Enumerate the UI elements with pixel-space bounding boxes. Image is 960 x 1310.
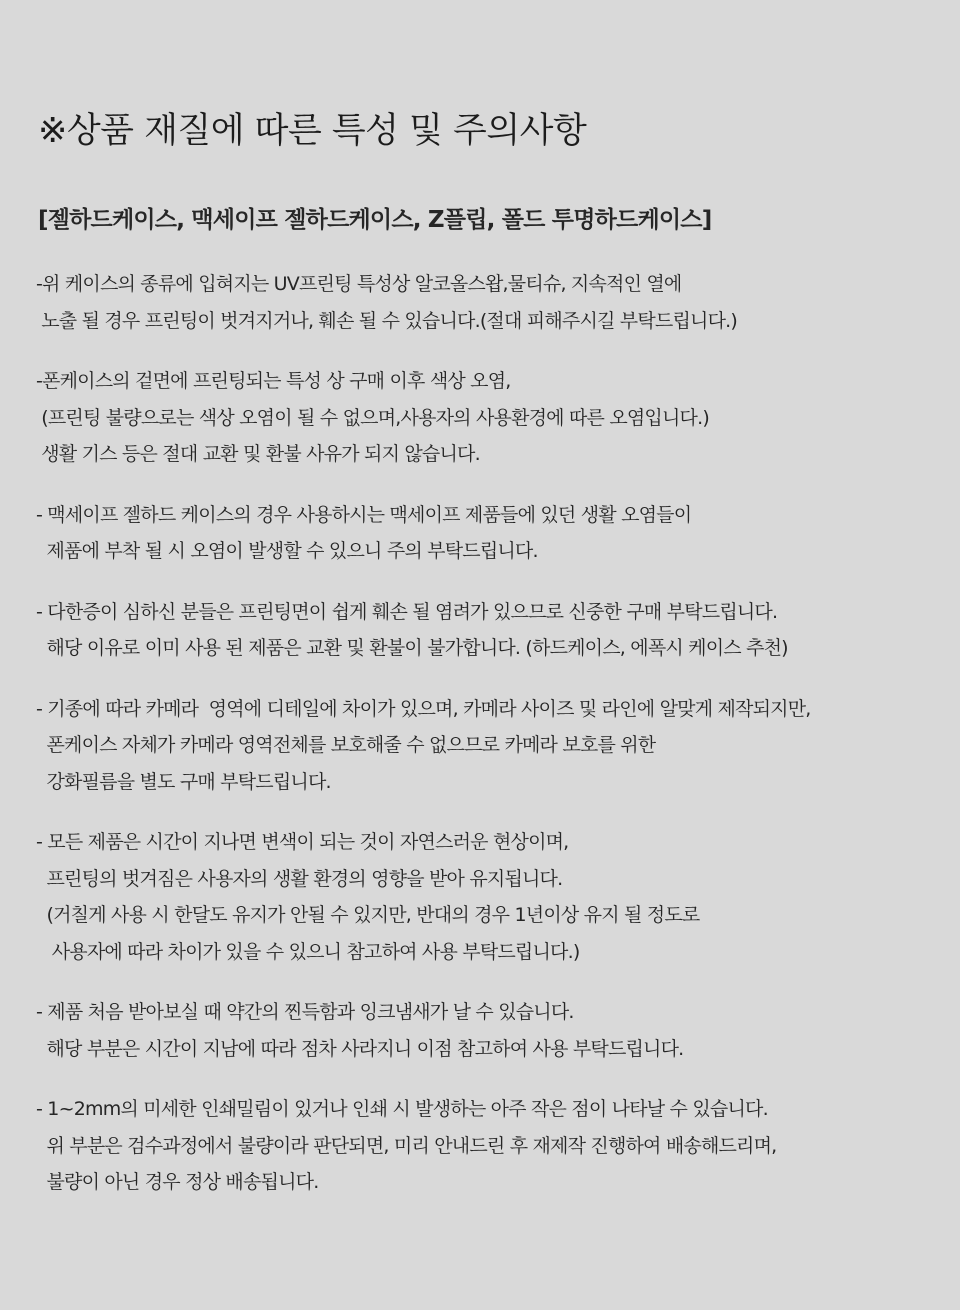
caution-note: [36, 594, 936, 667]
note-line: - 기종에 따라 카메라 영역에 디테일에 차이가 있으며, 카메라 사이즈 및 라인에 알맞게 제작되지만,: [36, 697, 811, 720]
note-line: 사용자에 따라 차이가 있을 수 있으니 참고하여 사용 부탁드립니다.): [36, 940, 580, 963]
note-line: - 제품 처음 받아보실 때 약간의 찐득함과 잉크냄새가 날 수 있습니다.: [36, 1001, 574, 1023]
caution-notes-list: [36, 266, 936, 1225]
caution-note: [36, 691, 936, 801]
note-line: 해당 부분은 시간이 지남에 따라 점차 사라지니 이점 참고하여 사용 부탁드립니다.: [36, 1037, 684, 1060]
note-line: - 1~2mm의 미세한 인쇄밀림이 있거나 인쇄 시 발생하는 아주 작은 점이 나타날 수 있습니다.: [36, 1098, 768, 1120]
product-category-heading: [젤하드케이스, 맥세이프 젤하드케이스, Z플립, 폴드 투명하드케이스]: [38, 207, 712, 233]
note-line: (거칠게 사용 시 한달도 유지가 안될 수 있지만, 반대의 경우 1년이상 유지 될 정도로: [36, 904, 700, 926]
caution-note: [36, 266, 936, 339]
caution-note: [36, 824, 936, 970]
caution-note: [36, 994, 936, 1067]
note-line: 노출 될 경우 프린팅이 벗겨지거나, 훼손 될 수 있습니다.(절대 피해주시길 부탁드립니다.): [36, 309, 737, 332]
note-line: (프린팅 불량으로는 색상 오염이 될 수 없으며,사용자의 사용환경에 따른 오염입니다.): [36, 406, 709, 429]
note-line: -폰케이스의 겉면에 프린팅되는 특성 상 구매 이후 색상 오염,: [36, 370, 511, 392]
note-line: - 맥세이프 젤하드 케이스의 경우 사용하시는 맥세이프 제품들에 있던 생활 오염들이: [36, 503, 692, 526]
page-title: ※상품 재질에 따른 특성 및 주의사항: [38, 111, 587, 151]
note-line: 생활 기스 등은 절대 교환 및 환불 사유가 되지 않습니다.: [36, 443, 480, 465]
note-line: 위 부분은 검수과정에서 불량이라 판단되면, 미리 안내드린 후 재제작 진행하여 배송해드리며,: [36, 1134, 777, 1157]
caution-note: [36, 363, 936, 473]
note-line: - 모든 제품은 시간이 지나면 변색이 되는 것이 자연스러운 현상이며,: [36, 831, 569, 853]
note-line: 불량이 아닌 경우 정상 배송됩니다.: [36, 1171, 319, 1193]
note-line: 강화필름을 별도 구매 부탁드립니다.: [36, 770, 331, 793]
note-line: - 다한증이 심하신 분들은 프린팅면이 쉽게 훼손 될 염려가 있으므로 신중한 구매 부탁드립니다.: [36, 600, 778, 623]
note-line: 해당 이유로 이미 사용 된 제품은 교환 및 환불이 불가합니다. (하드케이스, 에폭시 케이스 추천): [36, 637, 788, 659]
caution-note: [36, 1091, 936, 1201]
note-line: -위 케이스의 종류에 입혀지는 UV프린팅 특성상 알코올스왑,물티슈, 지속적인 열에: [36, 273, 682, 295]
caution-note: [36, 497, 936, 570]
note-line: 프린팅의 벗겨짐은 사용자의 생활 환경의 영향을 받아 유지됩니다.: [36, 867, 563, 890]
note-line: 제품에 부착 될 시 오염이 발생할 수 있으니 주의 부탁드립니다.: [36, 540, 538, 562]
note-line: 폰케이스 자체가 카메라 영역전체를 보호해줄 수 없으므로 카메라 보호를 위한: [36, 734, 656, 756]
